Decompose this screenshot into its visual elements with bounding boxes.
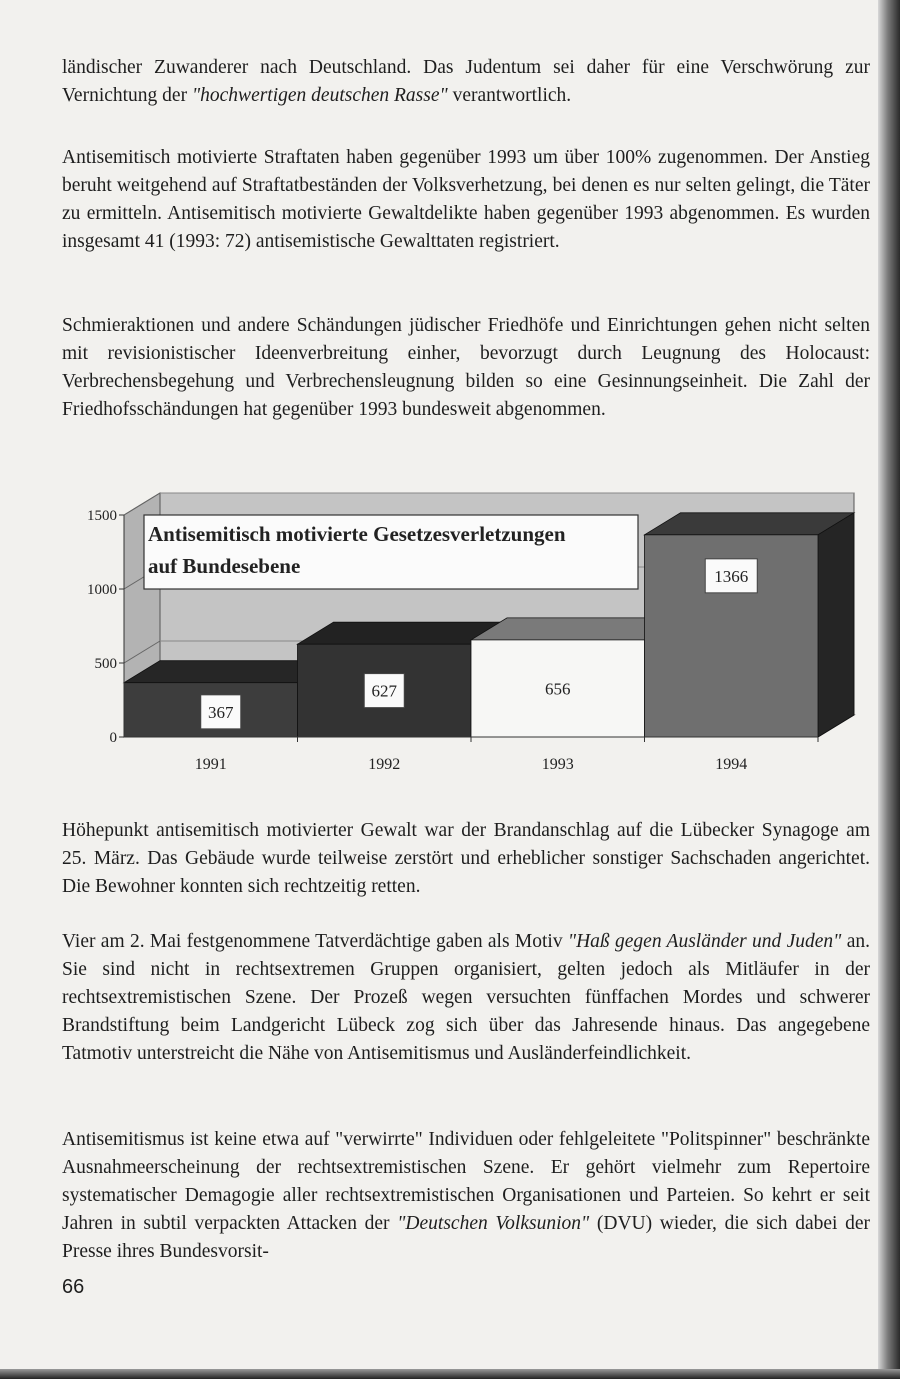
value-label: 627 xyxy=(371,681,397,701)
antisemitism-bar-chart xyxy=(60,485,860,785)
x-tick-label: 1991 xyxy=(194,756,227,773)
value-label: 367 xyxy=(208,702,234,722)
bar-top xyxy=(645,513,855,535)
paragraph xyxy=(62,54,870,110)
y-tick-label: 1500 xyxy=(87,508,117,524)
text-segment: Antisemitisch motivierte Straftaten haben gegenüber 1993 um über 100% zugenommen. Der Anstieg beruht weitgehend auf Straftatbeständen der Volksverhetzung, bei denen es nur selten gelingt, die Täter zu ermitteln. Antisemitisch motivierte Gewaltdelikte haben gegenüber 1993 abgenommen. Es wurden insgesamt 41 (1993: 72) antisemistische Gewalttaten registriert. xyxy=(62,147,870,252)
paragraph xyxy=(62,144,870,256)
italic-quote: "Haß gegen Ausländer und Juden" xyxy=(567,931,842,952)
page-number: 66 xyxy=(62,1276,85,1298)
paragraph xyxy=(62,1126,870,1266)
text-segment: Höhepunkt antisemitisch motivierter Gewalt war der Brandanschlag auf die Lübecker Synagoge am 25. März. Das Gebäude wurde teilweise zerstört und erheblicher sonstiger Sachschaden angerichtet. Die Bewohner konnten sich rechtzeitig retten. xyxy=(62,820,870,897)
paragraph xyxy=(62,928,870,1068)
page-bottom-shadow xyxy=(0,1369,900,1379)
y-tick-label: 500 xyxy=(94,656,117,672)
italic-quote: "Deutschen Volksunion" xyxy=(397,1213,590,1234)
chart-title-line1: Antisemitisch motivierte Gesetzesverletzungen xyxy=(148,522,566,546)
text-segment: an. Sie sind nicht in rechtsextremen Gruppen organisiert, gelten jedoch als Mitläufer in der rechtsextremistischen Szene. Der Prozeß wegen versuchten fünffachen Mordes und schwerer Brandstiftung beim Landgericht Lübeck zog sich über das Jahresende hinaus. Das angegebene Tatmotiv unterstreicht die Nähe von Antisemitismus und Ausländerfeindlichkeit. xyxy=(62,931,870,1064)
chart-title-line2: auf Bundesebene xyxy=(148,554,301,578)
italic-quote: "hochwertigen deutschen Rasse" xyxy=(191,85,448,106)
bar-side xyxy=(818,513,854,737)
x-tick-label: 1994 xyxy=(715,756,748,773)
text-segment: (DVU) wieder, die sich dabei der Presse ihres Bundesvorsit- xyxy=(62,1213,871,1262)
text-segment: Antisemitismus ist keine etwa auf "verwirrte" Individuen oder fehlgeleitete "Politspinner" beschränkte Ausnahmeerscheinung der rechtsextremistischen Szene. Er gehört vielmehr zum Repertoire systematischer Demagogie aller rechtsextremistischen Organisationen und Parteien. So kehrt er seit Jahren in subtil verpackten Attacken der xyxy=(62,1129,870,1234)
x-tick-label: 1993 xyxy=(541,756,574,773)
value-label: 1366 xyxy=(714,566,749,586)
text-segment: Vier am 2. Mai festgenommene Tatverdächtige gaben als Motiv xyxy=(62,931,568,952)
text-segment: Schmieraktionen und andere Schändungen jüdischer Friedhöfe und Einrichtungen gehen nicht selten mit revisionistischer Ideenverbreitung einher, bevorzugt durch Leugnung des Holocaust: Verbrechensbegehung und Verbrechensleugnung bilden so eine Gesinnungseinheit. Die Zahl der Friedhofsschändungen hat gegenüber 1993 bundesweit abgenommen. xyxy=(62,315,870,420)
y-tick-label: 1000 xyxy=(87,582,117,598)
text-segment: ländischer Zuwanderer nach Deutschland. Das Judentum sei daher für eine Verschwörung zur Vernichtung der xyxy=(62,57,870,106)
text-segment: verantwortlich. xyxy=(447,85,572,106)
page-edge-shadow xyxy=(878,0,900,1379)
value-label: 656 xyxy=(545,679,571,699)
y-tick-label: 0 xyxy=(109,730,117,746)
paragraph xyxy=(62,312,870,424)
bar-1994 xyxy=(645,513,855,737)
paragraph xyxy=(62,817,870,901)
x-tick-label: 1992 xyxy=(368,756,401,773)
